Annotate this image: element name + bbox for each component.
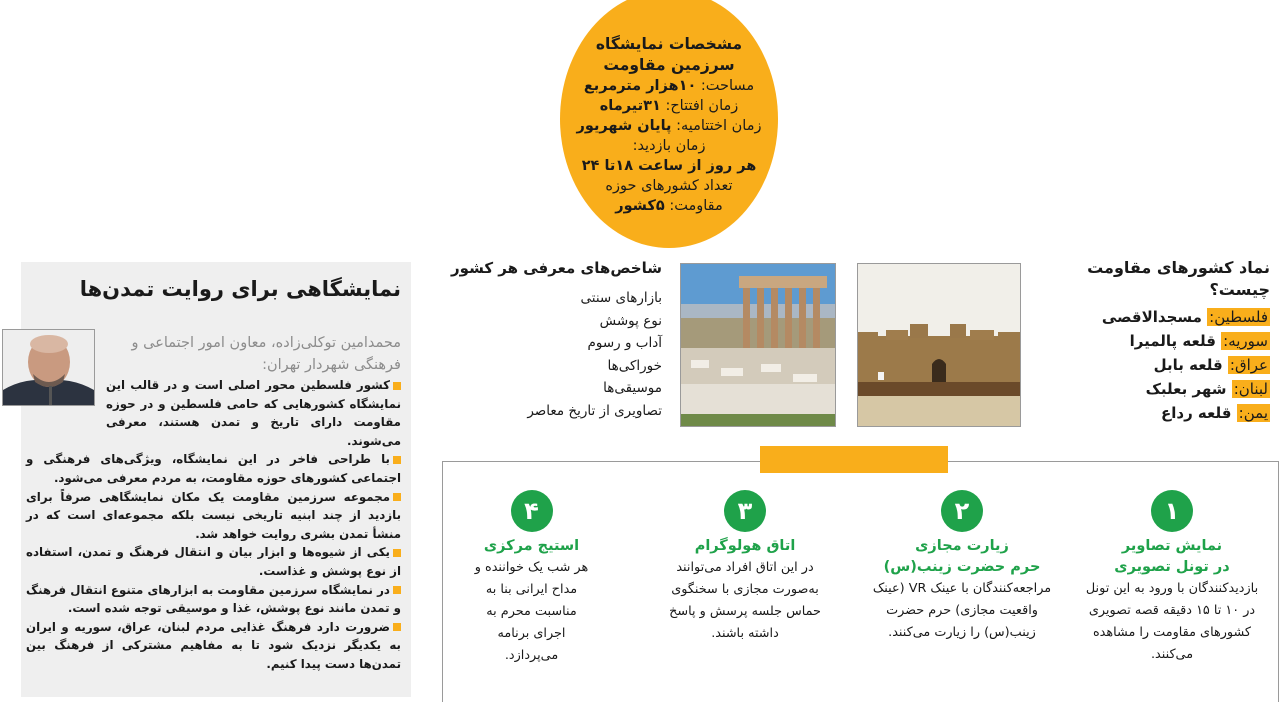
feature-title: استیج مرکزی — [483, 538, 580, 554]
feature-description: در این اتاق افراد می‌توانند به‌صورت مجازی با سخنگوی حماس جلسه پرسش و پاسخ داشته باشند. — [669, 560, 821, 641]
feature-virtual-pilgrimage — [872, 490, 1052, 644]
interview-paragraph — [26, 618, 401, 674]
paragraph-text: مجموعه سرزمین مقاومت یک مکان نمایشگاهی صرفاً برای بازدید از چند ابنیه تاریخی نیست بلکه مجموعه‌ای است که در منشأ تمدن بشری روایت خواهد شد. — [26, 489, 401, 541]
countries-value: ۵کشور — [615, 198, 665, 214]
symbol-row — [1030, 379, 1270, 400]
feature-description: مراجعه‌کنندگان با عینک VR (عینک واقعیت مجازی) حرم حضرت زینب(س) را زیارت می‌کنند. — [872, 581, 1052, 640]
symbol-row — [1030, 307, 1270, 328]
indicator-item: تصاویری از تاریخ معاصر — [527, 402, 662, 419]
feature-description: بازدیدکنندگان با ورود به این تونل در ۱۰ تا ۱۵ دقیقه قصه تصویری کشورهای مقاومت را مشاهده می‌کنند. — [1085, 581, 1259, 662]
symbol-name: قلعه بابل — [1153, 356, 1223, 374]
area-label: مساحت: — [700, 78, 755, 94]
speaker-attribution: محمدامین توکلی‌زاده، معاون امور اجتماعی و فرهنگی شهردار تهران: — [131, 335, 401, 373]
portrait-image — [3, 330, 94, 405]
bullet-square-icon — [393, 623, 401, 631]
feature-image-tunnel — [1082, 490, 1262, 666]
babylon-castle-image — [858, 264, 1020, 426]
speaker-portrait — [2, 329, 95, 406]
indicator-item: موسیقی‌ها — [603, 380, 662, 396]
feature-hologram-room — [655, 490, 835, 645]
interview-paragraph — [26, 581, 401, 618]
area-value: ۱۰هزار مترمربع — [583, 78, 697, 94]
indicator-item: نوع پوشش — [599, 312, 662, 329]
baalbek-temple-image — [681, 264, 835, 426]
specs-title-line2: سرزمین مقاومت — [603, 56, 735, 74]
babylon-castle-photo — [857, 263, 1021, 427]
visit-label: زمان بازدید: — [632, 138, 706, 154]
interview-body — [26, 376, 401, 674]
paragraph-text: کشور فلسطین محور اصلی است و در قالب این نمایشگاه کشورهایی که حامی فلسطین و در حوزه مقاومت دارای تاریخ و تمدن هستند، معرفی می‌شوند. — [106, 378, 401, 448]
closing-value: پایان شهریور — [576, 118, 672, 134]
interview-paragraph — [26, 450, 401, 487]
indicators-title: شاخص‌های معرفی هر کشور — [451, 259, 662, 277]
specs-opening — [600, 96, 739, 116]
interview-panel — [21, 262, 411, 697]
paragraph-text: یکی از شیوه‌ها و ابزار بیان و انتقال فرهنگ و تمدن، استفاده از نوع پوشش و غذاست. — [26, 545, 401, 578]
specs-countries — [615, 196, 723, 216]
visit-value — [582, 156, 757, 176]
symbol-country: عراق: — [1229, 356, 1268, 374]
country-symbols — [1030, 257, 1270, 427]
interview-paragraph — [26, 488, 401, 544]
indicator-item: آداب و رسوم — [587, 335, 662, 351]
interview-paragraph — [26, 543, 401, 580]
bullet-square-icon — [393, 456, 401, 464]
bullet-square-icon — [393, 549, 401, 557]
number-badge-icon: ۴ — [511, 490, 553, 532]
symbol-row — [1030, 331, 1270, 352]
closing-label: زمان اختتامیه: — [676, 118, 762, 134]
specs-closing — [577, 116, 762, 136]
feature-description: هر شب یک خواننده و مداح ایرانی بنا به مناسبت محرم به اجرای برنامه می‌پردازد. — [474, 560, 589, 663]
feature-title: نمایش تصاویر — [1121, 538, 1223, 554]
feature-title: زیارت مجازی — [915, 538, 1009, 554]
symbol-country: یمن: — [1238, 404, 1268, 422]
symbol-country: لبنان: — [1233, 380, 1268, 398]
country-indicators — [440, 257, 662, 422]
symbol-country: سوریه: — [1223, 332, 1268, 350]
opening-value: ۳۱تیرماه — [599, 98, 661, 114]
indicator-item: خوراکی‌ها — [607, 357, 662, 374]
paragraph-text: ضرورت دارد فرهنگ غذایی مردم لبنان، عراق، سوریه و ایران به یکدیگر نزدیک شود تا به مفاهیم مشترکی از فرهنگ بین تمدن‌ها دست پیدا کنیم. — [26, 619, 401, 671]
symbol-name: مسجدالاقصی — [1101, 308, 1202, 326]
indicator-item: بازارهای سنتی — [580, 290, 662, 306]
bullet-square-icon — [393, 493, 401, 501]
visit-value-text: هر روز از ساعت ۱۸تا ۲۴ — [581, 158, 757, 174]
paragraph-text: در نمایشگاه سرزمین مقاومت به ابزارهای متنوع انتقال فرهنگ و تمدن مانند نوع پوشش، غذا و موسیقی توجه شده است. — [26, 582, 401, 616]
symbol-name: قلعه رداع — [1160, 404, 1232, 422]
bullet-square-icon — [393, 586, 401, 594]
number-badge-icon: ۱ — [1151, 490, 1193, 532]
number-badge-icon: ۲ — [941, 490, 983, 532]
symbol-row — [1030, 355, 1270, 376]
specs-title-line1: مشخصات نمایشگاه — [595, 35, 743, 53]
bullet-square-icon — [393, 382, 401, 390]
number-badge-icon: ۳ — [724, 490, 766, 532]
baalbek-temple-photo — [680, 263, 836, 427]
specs-area — [584, 76, 754, 96]
countries-label-2: مقاومت: — [669, 198, 723, 214]
countries-label: تعداد کشورهای حوزه — [605, 178, 733, 194]
symbol-row — [1030, 403, 1270, 424]
opening-label: زمان افتتاح: — [665, 98, 739, 114]
symbols-title: نماد کشورهای مقاومت چیست؟ — [1087, 258, 1270, 299]
symbol-name: قلعه پالمیرا — [1129, 332, 1216, 350]
section-header-bar — [760, 446, 948, 473]
feature-title: حرم حضرت زینب(س) — [883, 559, 1041, 575]
exhibition-specs-circle — [560, 0, 778, 248]
interview-title: نمایشگاهی برای روایت تمدن‌ها — [79, 277, 401, 301]
feature-central-stage — [449, 490, 614, 667]
symbol-country: فلسطین: — [1209, 308, 1268, 326]
paragraph-text: با طراحی فاخر در این نمایشگاه، ویژگی‌های فرهنگی و اجتماعی کشورهای حوزه مقاومت، به مردم معرفی می‌شود. — [26, 452, 401, 485]
feature-title: اتاق هولوگرام — [694, 538, 796, 554]
symbol-name: شهر بعلبک — [1145, 380, 1227, 398]
feature-title: در تونل تصویری — [1114, 559, 1230, 575]
